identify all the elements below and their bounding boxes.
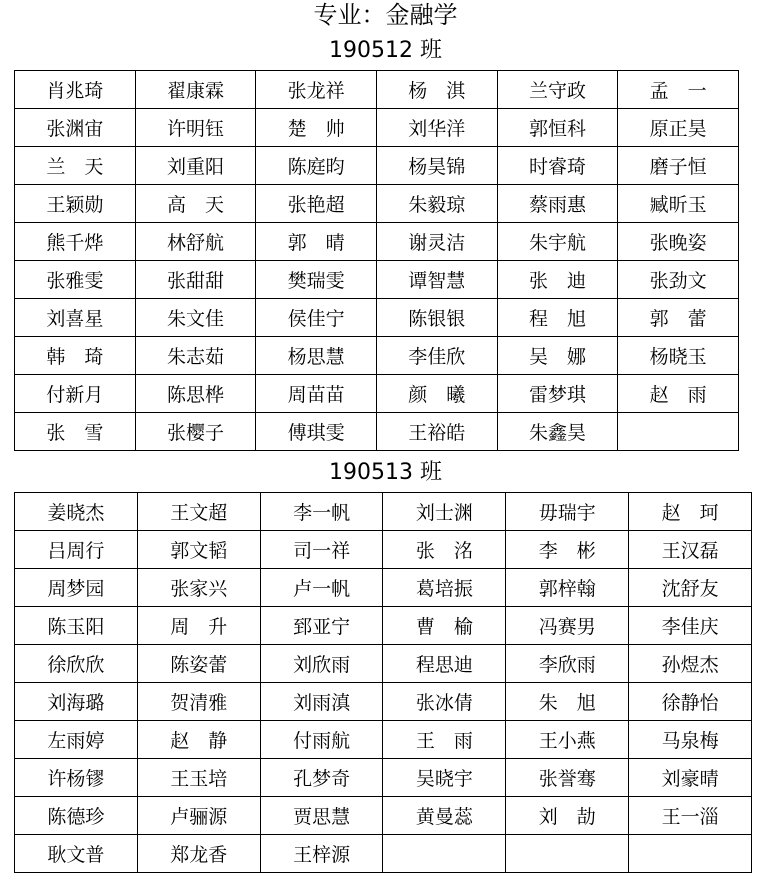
student-name-cell: 郭 晴 (256, 223, 377, 261)
class-title-190513: 190513 班 (329, 460, 442, 485)
student-name-cell: 程思迪 (383, 645, 506, 683)
student-name-cell: 贾思慧 (260, 797, 383, 835)
student-name-cell: 翟康霖 (135, 71, 256, 109)
student-name-cell: 刘欣雨 (260, 645, 383, 683)
student-name-cell: 时睿琦 (497, 147, 618, 185)
table-row (15, 299, 739, 337)
student-name-cell: 肖兆琦 (15, 71, 136, 109)
table-row (15, 493, 752, 531)
table-row (15, 375, 739, 413)
student-name-cell (618, 413, 739, 451)
student-name-cell: 陈银银 (376, 299, 497, 337)
student-name-cell: 徐静怡 (629, 683, 752, 721)
student-name-cell: 谭智慧 (376, 261, 497, 299)
roster-table-190513 (14, 492, 752, 873)
student-name-cell (506, 835, 629, 873)
student-name-cell: 熊千烨 (15, 223, 136, 261)
student-name-cell: 周苗苗 (256, 375, 377, 413)
student-name-cell: 兰 天 (15, 147, 136, 185)
class-title-190512: 190512 班 (329, 38, 442, 63)
student-name-cell: 陈玉阳 (15, 607, 138, 645)
table-row (15, 147, 739, 185)
student-name-cell: 杨思慧 (256, 337, 377, 375)
student-name-cell: 郭恒科 (497, 109, 618, 147)
student-name-cell: 张艳超 (256, 185, 377, 223)
student-name-cell: 孔梦奇 (260, 759, 383, 797)
student-name-cell: 陈庭昀 (256, 147, 377, 185)
student-name-cell: 周梦园 (15, 569, 138, 607)
table-row (15, 835, 752, 873)
student-name-cell: 林舒航 (135, 223, 256, 261)
student-name-cell: 吴 娜 (497, 337, 618, 375)
student-name-cell: 蔡雨惠 (497, 185, 618, 223)
table-row (15, 109, 739, 147)
student-name-cell: 马泉梅 (629, 721, 752, 759)
student-name-cell: 王颖勋 (15, 185, 136, 223)
table-row (15, 337, 739, 375)
student-name-cell: 贺清雅 (137, 683, 260, 721)
student-name-cell: 曹 榆 (383, 607, 506, 645)
student-name-cell: 付雨航 (260, 721, 383, 759)
student-name-cell: 毋瑞宇 (506, 493, 629, 531)
student-name-cell: 刘喜星 (15, 299, 136, 337)
student-name-cell: 雷梦琪 (497, 375, 618, 413)
student-name-cell: 陈思桦 (135, 375, 256, 413)
student-name-cell (383, 835, 506, 873)
student-name-cell: 朱文佳 (135, 299, 256, 337)
student-name-cell: 孙煜杰 (629, 645, 752, 683)
student-name-cell: 张雅雯 (15, 261, 136, 299)
student-name-cell: 张 洺 (383, 531, 506, 569)
student-name-cell: 张龙祥 (256, 71, 377, 109)
student-name-cell: 杨晓玉 (618, 337, 739, 375)
student-name-cell: 磨子恒 (618, 147, 739, 185)
roster-body (15, 71, 739, 451)
student-name-cell: 张 迪 (497, 261, 618, 299)
table-row (15, 413, 739, 451)
student-name-cell: 郭文韬 (137, 531, 260, 569)
student-name-cell: 王汉磊 (629, 531, 752, 569)
student-name-cell: 李佳欣 (376, 337, 497, 375)
student-name-cell: 司一祥 (260, 531, 383, 569)
student-name-cell: 朱志茹 (135, 337, 256, 375)
student-name-cell (629, 835, 752, 873)
student-name-cell: 王 雨 (383, 721, 506, 759)
student-name-cell: 许杨镠 (15, 759, 138, 797)
student-name-cell: 李佳庆 (629, 607, 752, 645)
student-name-cell: 周 升 (137, 607, 260, 645)
table-row (15, 721, 752, 759)
table-row (15, 223, 739, 261)
table-row (15, 261, 739, 299)
student-name-cell: 刘 劼 (506, 797, 629, 835)
student-name-cell: 杨昊锦 (376, 147, 497, 185)
student-name-cell: 黄曼蕊 (383, 797, 506, 835)
student-name-cell: 吕周行 (15, 531, 138, 569)
student-name-cell: 傅琪雯 (256, 413, 377, 451)
table-row (15, 531, 752, 569)
student-name-cell: 杨 淇 (376, 71, 497, 109)
student-name-cell: 张誉骞 (506, 759, 629, 797)
table-row (15, 71, 739, 109)
student-name-cell: 郑龙香 (137, 835, 260, 873)
student-name-cell: 李欣雨 (506, 645, 629, 683)
student-name-cell: 付新月 (15, 375, 136, 413)
student-name-cell: 侯佳宁 (256, 299, 377, 337)
student-name-cell: 赵 雨 (618, 375, 739, 413)
table-row (15, 645, 752, 683)
roster-table-190512 (14, 70, 739, 451)
student-name-cell: 张冰倩 (383, 683, 506, 721)
student-name-cell: 楚 帅 (256, 109, 377, 147)
student-name-cell: 徐欣欣 (15, 645, 138, 683)
student-name-cell: 卢一帆 (260, 569, 383, 607)
student-name-cell: 张渊宙 (15, 109, 136, 147)
student-name-cell: 李一帆 (260, 493, 383, 531)
student-name-cell: 冯赛男 (506, 607, 629, 645)
student-name-cell: 刘重阳 (135, 147, 256, 185)
student-name-cell: 谢灵洁 (376, 223, 497, 261)
student-name-cell: 朱毅琼 (376, 185, 497, 223)
student-name-cell: 朱宇航 (497, 223, 618, 261)
student-name-cell: 朱 旭 (506, 683, 629, 721)
student-name-cell: 李 彬 (506, 531, 629, 569)
student-name-cell: 郭 蕾 (618, 299, 739, 337)
student-name-cell: 刘华洋 (376, 109, 497, 147)
student-name-cell: 陈姿蕾 (137, 645, 260, 683)
student-name-cell: 陈德珍 (15, 797, 138, 835)
student-name-cell: 赵 珂 (629, 493, 752, 531)
student-name-cell: 刘雨滇 (260, 683, 383, 721)
student-name-cell: 刘士渊 (383, 493, 506, 531)
student-name-cell: 张樱子 (135, 413, 256, 451)
student-name-cell: 张 雪 (15, 413, 136, 451)
student-name-cell: 郅亚宁 (260, 607, 383, 645)
student-name-cell: 朱鑫昊 (497, 413, 618, 451)
table-row (15, 759, 752, 797)
table-row (15, 607, 752, 645)
student-name-cell: 樊瑞雯 (256, 261, 377, 299)
student-name-cell: 高 天 (135, 185, 256, 223)
student-name-cell: 王裕皓 (376, 413, 497, 451)
student-name-cell: 耿文普 (15, 835, 138, 873)
student-name-cell: 赵 静 (137, 721, 260, 759)
table-row (15, 185, 739, 223)
student-name-cell: 郭梓翰 (506, 569, 629, 607)
page-title: 专业：金融学 (313, 1, 458, 29)
student-name-cell: 王玉培 (137, 759, 260, 797)
student-name-cell: 韩 琦 (15, 337, 136, 375)
student-name-cell: 张甜甜 (135, 261, 256, 299)
student-name-cell: 孟 一 (618, 71, 739, 109)
student-name-cell: 刘海璐 (15, 683, 138, 721)
student-name-cell: 张劲文 (618, 261, 739, 299)
student-name-cell: 张家兴 (137, 569, 260, 607)
student-name-cell: 原正昊 (618, 109, 739, 147)
student-name-cell: 王小燕 (506, 721, 629, 759)
student-name-cell: 兰守政 (497, 71, 618, 109)
table-row (15, 683, 752, 721)
student-name-cell: 姜晓杰 (15, 493, 138, 531)
student-name-cell: 臧昕玉 (618, 185, 739, 223)
student-name-cell: 张晚姿 (618, 223, 739, 261)
student-name-cell: 王梓源 (260, 835, 383, 873)
student-name-cell: 葛培振 (383, 569, 506, 607)
student-name-cell: 沈舒友 (629, 569, 752, 607)
student-name-cell: 吴晓宇 (383, 759, 506, 797)
student-name-cell: 王文超 (137, 493, 260, 531)
student-name-cell: 程 旭 (497, 299, 618, 337)
student-name-cell: 颜 曦 (376, 375, 497, 413)
table-row (15, 797, 752, 835)
roster-body (15, 493, 752, 873)
student-name-cell: 卢骊源 (137, 797, 260, 835)
student-name-cell: 左雨婷 (15, 721, 138, 759)
table-row (15, 569, 752, 607)
student-name-cell: 王一淄 (629, 797, 752, 835)
student-name-cell: 刘豪晴 (629, 759, 752, 797)
student-name-cell: 许明钰 (135, 109, 256, 147)
